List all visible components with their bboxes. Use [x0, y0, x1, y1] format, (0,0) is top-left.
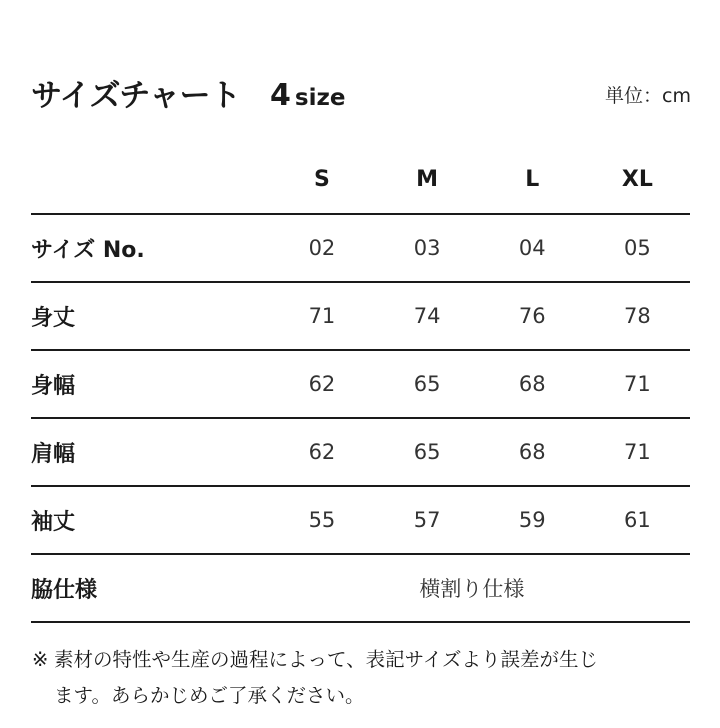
- table-cell: 65: [375, 350, 480, 418]
- header-corner: [31, 146, 269, 214]
- table-cell: 62: [269, 350, 374, 418]
- disclaimer-text-1: 素材の特性や生産の過程によって、表記サイズより誤差が生じ: [54, 648, 599, 671]
- side-spec-value: 横割り仕様: [269, 554, 690, 622]
- page-title: サイズチャート: [31, 78, 241, 114]
- table-cell: 04: [480, 214, 585, 282]
- table-cell: 59: [480, 486, 585, 554]
- table-cell: 05: [585, 214, 690, 282]
- row-label-side-spec: 脇仕様: [31, 554, 269, 622]
- size-table: [31, 146, 690, 623]
- disclaimer-line-1: [32, 642, 692, 678]
- table-cell: 71: [585, 350, 690, 418]
- table-cell: 71: [269, 282, 374, 350]
- size-count: [270, 74, 345, 122]
- table-row: [31, 554, 690, 622]
- table-row: [31, 486, 690, 554]
- table-cell: 76: [480, 282, 585, 350]
- table-cell: 68: [480, 350, 585, 418]
- column-header-l: L: [480, 146, 585, 214]
- table-cell: 71: [585, 418, 690, 486]
- table-cell: 62: [269, 418, 374, 486]
- reference-mark: ※: [32, 648, 49, 671]
- table-cell: 57: [375, 486, 480, 554]
- row-label-size-no: サイズ No.: [31, 214, 269, 282]
- table-cell: 55: [269, 486, 374, 554]
- table-cell: 68: [480, 418, 585, 486]
- table-cell: 78: [585, 282, 690, 350]
- column-header-m: M: [375, 146, 480, 214]
- row-label-body-width: 身幅: [31, 350, 269, 418]
- chart-header: [31, 74, 691, 118]
- table-row: [31, 418, 690, 486]
- table-cell: 61: [585, 486, 690, 554]
- table-cell: 74: [375, 282, 480, 350]
- row-label-body-length: 身丈: [31, 282, 269, 350]
- disclaimer-note: [32, 642, 692, 714]
- disclaimer-line-2: ます。あらかじめご了承ください。: [54, 684, 365, 707]
- row-label-shoulder-width: 肩幅: [31, 418, 269, 486]
- table-cell: 65: [375, 418, 480, 486]
- table-cell: 02: [269, 214, 374, 282]
- size-count-number: 4: [270, 78, 291, 113]
- table-header-row: [31, 146, 690, 214]
- table-row: [31, 350, 690, 418]
- column-header-s: S: [269, 146, 374, 214]
- column-header-xl: XL: [585, 146, 690, 214]
- table-row: [31, 214, 690, 282]
- size-count-word: size: [294, 85, 346, 111]
- table-cell: 03: [375, 214, 480, 282]
- unit-label: 単位：cm: [605, 85, 691, 107]
- row-label-sleeve-length: 袖丈: [31, 486, 269, 554]
- table-row: [31, 282, 690, 350]
